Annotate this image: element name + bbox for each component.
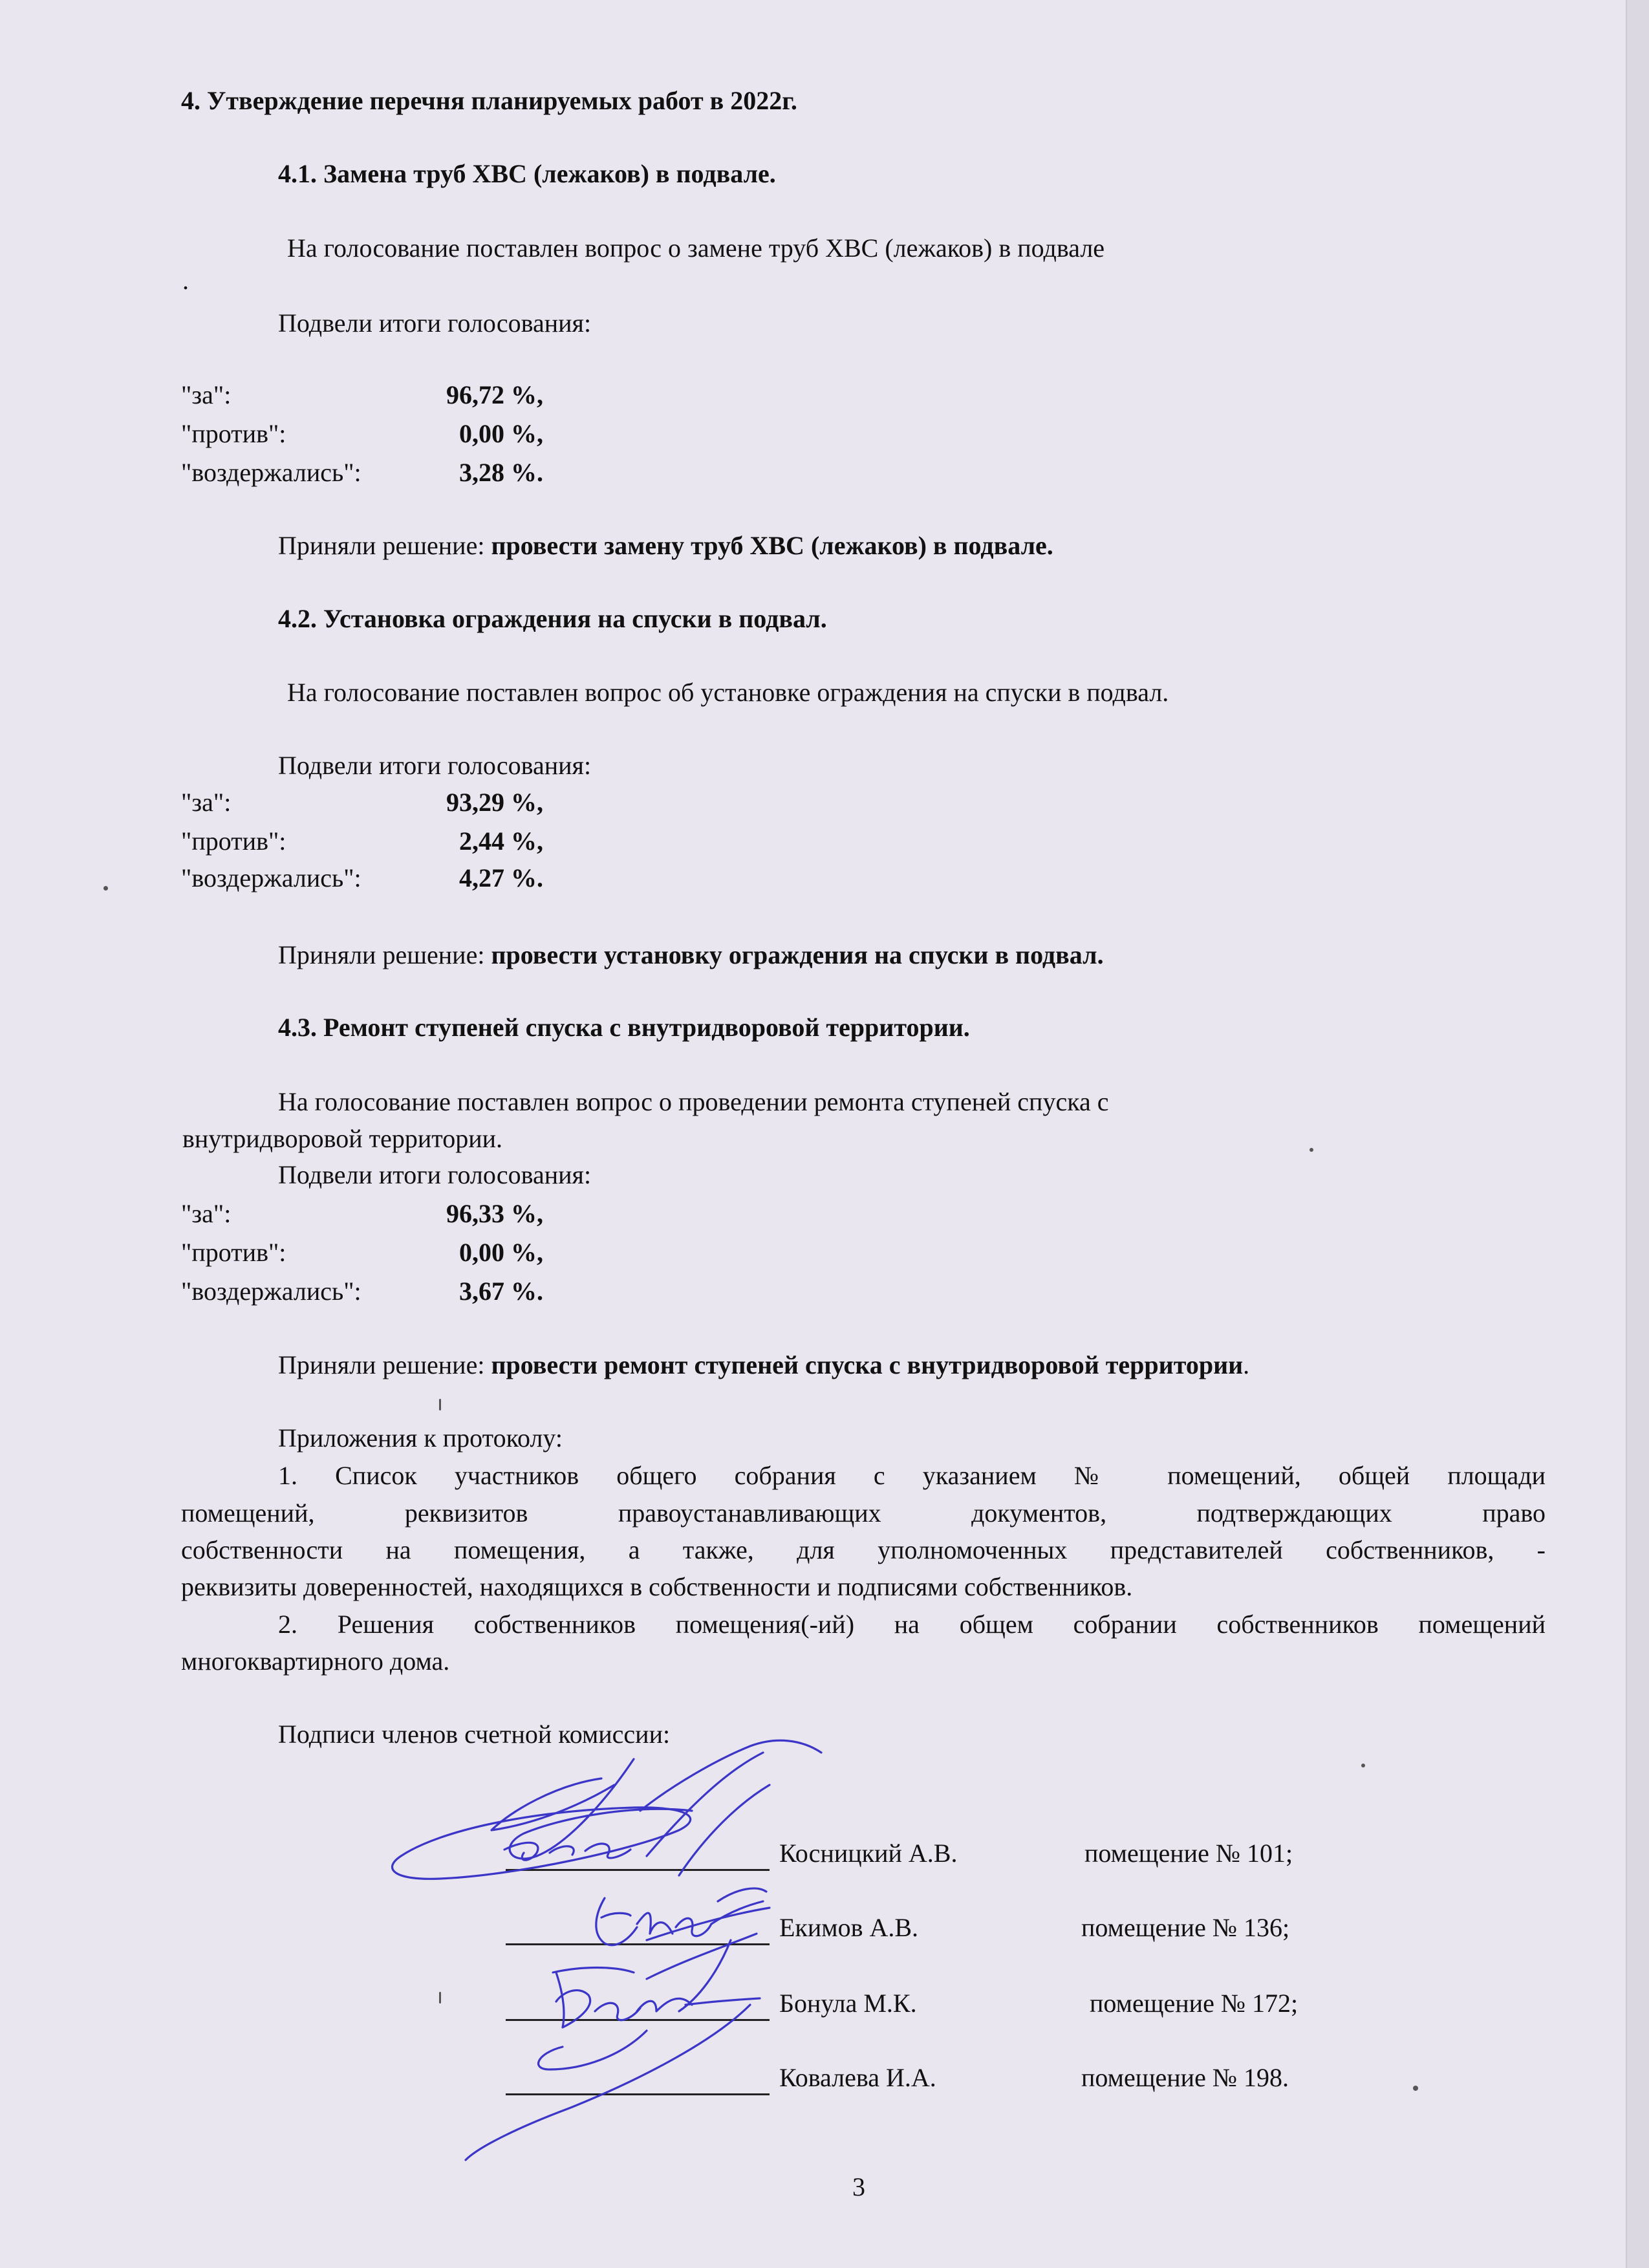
- decision-prefix: Приняли решение:: [278, 531, 485, 560]
- vote-for-value: 96,33 %,: [446, 1199, 543, 1228]
- decision-prefix: Приняли решение:: [278, 940, 485, 969]
- item-4-1-question: На голосование поставлен вопрос о замене труб ХВС (лежаков) в подвале: [287, 233, 1105, 263]
- signatures-heading: Подписи членов счетной комиссии:: [278, 1720, 671, 1749]
- attachments-heading: Приложения к протоколу:: [278, 1423, 563, 1453]
- vote-for-label: "за":: [181, 380, 232, 409]
- item-4-1-title: 4.1. Замена труб ХВС (лежаков) в подвале.: [278, 159, 776, 188]
- vote-abstain-label: "воздержались":: [181, 458, 361, 487]
- page-number: 3: [852, 2172, 865, 2201]
- attachment-1-line-4: реквизиты доверенностей, находящихся в собственности и подписями собственников.: [181, 1572, 1133, 1601]
- decision-suffix: .: [1243, 1350, 1250, 1379]
- attachment-1-line-1: 1. Список участников общего собрания с указанием № помещений, общей площади: [278, 1461, 1546, 1490]
- vote-against-value: 0,00 %,: [459, 419, 543, 448]
- signature-1: [393, 1740, 822, 1879]
- attachment-1-line-3: собственности на помещения, а также, для уполномоченных представителей собственников, -: [181, 1535, 1546, 1564]
- vote-for-label: "за":: [181, 1199, 232, 1228]
- vote-for-label: "за":: [181, 788, 232, 817]
- signature-line: [506, 2093, 770, 2095]
- signature-line: [506, 1869, 770, 1871]
- speck: [103, 886, 108, 891]
- attachment-2-line-2: многоквартирного дома.: [181, 1647, 450, 1676]
- vote-abstain-value: 4,27 %.: [459, 863, 543, 892]
- signature-2: [596, 1888, 770, 2011]
- vote-abstain-label: "воздержались":: [181, 1277, 361, 1306]
- speck: [1413, 2086, 1418, 2091]
- vote-for-value: 93,29 %,: [446, 788, 543, 817]
- speck: [439, 1399, 441, 1410]
- section-heading: 4. Утверждение перечня планируемых работ в 2022г.: [181, 86, 797, 115]
- member-name: Екимов А.В.: [779, 1913, 919, 1942]
- vote-abstain-value: 3,28 %.: [459, 458, 543, 487]
- member-room: помещение № 136;: [1081, 1913, 1290, 1942]
- item-4-1-decision: [278, 530, 1053, 561]
- member-room: помещение № 198.: [1081, 2063, 1289, 2092]
- signature-line: [506, 2019, 770, 2021]
- page-edge: [1627, 0, 1649, 2268]
- speck: [1310, 1148, 1313, 1152]
- attachment-1-line-2: помещений, реквизитов правоустанавливающих документов, подтверждающих право: [181, 1498, 1546, 1528]
- item-4-3-decision: [278, 1350, 1249, 1381]
- decision-prefix: Приняли решение:: [278, 1350, 485, 1379]
- page-edge-line: [1626, 0, 1627, 2268]
- vote-against-value: 0,00 %,: [459, 1238, 543, 1267]
- item-4-2-title: 4.2. Установка ограждения на спуски в подвал.: [278, 604, 827, 633]
- member-room: помещение № 172;: [1090, 1989, 1299, 2018]
- item-4-3-question-line2: внутридворовой территории.: [182, 1124, 503, 1153]
- member-name: Косницкий А.В.: [779, 1839, 958, 1868]
- item-4-2-results-label: Подвели итоги голосования:: [278, 751, 592, 780]
- vote-for-value: 96,72 %,: [446, 380, 543, 409]
- item-4-1-results-label: Подвели итоги голосования:: [278, 308, 592, 338]
- attachment-2-line-1: 2. Решения собственников помещения(-ий) на общем собрании собственников помещений: [278, 1610, 1546, 1639]
- vote-abstain-value: 3,67 %.: [459, 1277, 543, 1306]
- item-4-1-dot: .: [182, 266, 189, 295]
- item-4-3-question-line1: На голосование поставлен вопрос о проведении ремонта ступеней спуска с: [278, 1087, 1109, 1116]
- vote-abstain-label: "воздержались":: [181, 863, 361, 892]
- speck: [439, 1992, 441, 2003]
- vote-against-label: "против":: [181, 419, 286, 448]
- item-4-3-title: 4.3. Ремонт ступеней спуска с внутридворовой территории.: [278, 1013, 970, 1042]
- member-name: Ковалева И.А.: [779, 2063, 936, 2092]
- vote-against-value: 2,44 %,: [459, 826, 543, 856]
- member-name: Бонула М.К.: [779, 1989, 917, 2018]
- decision-text: провести установку ограждения на спуски в подвал.: [491, 940, 1104, 969]
- vote-against-label: "против":: [181, 1238, 286, 1267]
- item-4-3-results-label: Подвели итоги голосования:: [278, 1160, 592, 1189]
- vote-against-label: "против":: [181, 826, 286, 856]
- signature-line: [506, 1943, 770, 1945]
- member-room: помещение № 101;: [1084, 1839, 1293, 1868]
- signature-3: [466, 1934, 760, 2160]
- item-4-2-decision: [278, 940, 1104, 971]
- speck: [1361, 1764, 1365, 1767]
- decision-text: провести ремонт ступеней спуска с внутридворовой территории: [491, 1350, 1244, 1379]
- item-4-2-question: На голосование поставлен вопрос об установке ограждения на спуски в подвал.: [287, 678, 1169, 707]
- decision-text: провести замену труб ХВС (лежаков) в подвале.: [491, 531, 1053, 560]
